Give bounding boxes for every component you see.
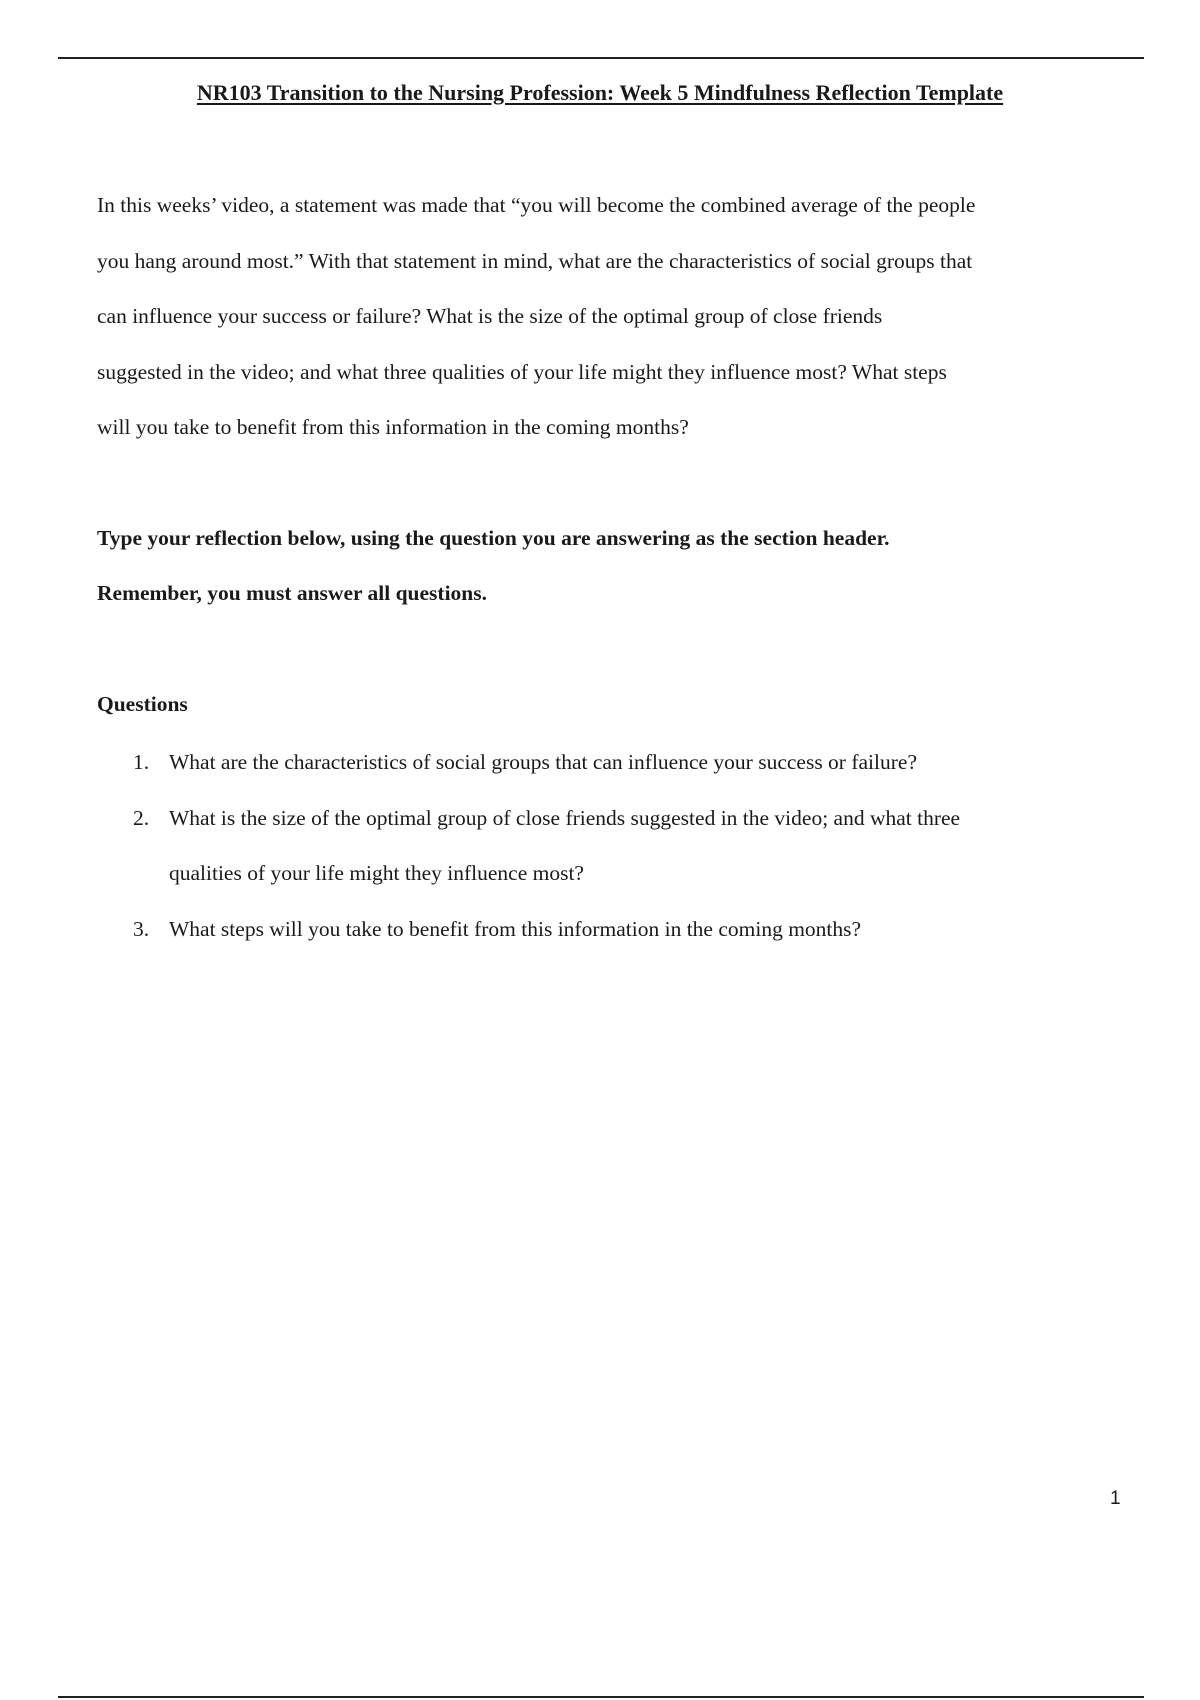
question-text: What are the characteristics of social groups that can influence your success or failure?	[169, 750, 917, 774]
intro-line: suggested in the video; and what three qualities of your life might they influence most? What steps	[97, 360, 947, 384]
intro-line: you hang around most.” With that statement in mind, what are the characteristics of social groups that	[97, 249, 973, 273]
questions-heading: Questions	[97, 692, 188, 716]
intro-line: can influence your success or failure? What is the size of the optimal group of close friends	[97, 304, 883, 328]
question-number: 1.	[133, 750, 150, 774]
instruction-line: Type your reflection below, using the question you are answering as the section header.	[97, 526, 890, 550]
document-title: NR103 Transition to the Nursing Profession: Week 5 Mindfulness Reflection Template	[196, 80, 1004, 105]
question-number: 3.	[133, 917, 150, 941]
question-text: qualities of your life might they influence most?	[169, 861, 584, 885]
instruction-line: Remember, you must answer all questions.	[97, 581, 488, 605]
intro-line: will you take to benefit from this information in the coming months?	[97, 415, 689, 439]
question-text: What is the size of the optimal group of close friends suggested in the video; and what three	[169, 806, 961, 830]
intro-line: In this weeks’ video, a statement was made that “you will become the combined average of the people	[97, 193, 976, 217]
question-number: 2.	[133, 806, 150, 830]
page-number: 1	[1110, 1488, 1121, 1509]
top-divider	[58, 57, 1144, 59]
question-text: What steps will you take to benefit from this information in the coming months?	[169, 917, 862, 941]
bottom-divider	[58, 1696, 1144, 1698]
